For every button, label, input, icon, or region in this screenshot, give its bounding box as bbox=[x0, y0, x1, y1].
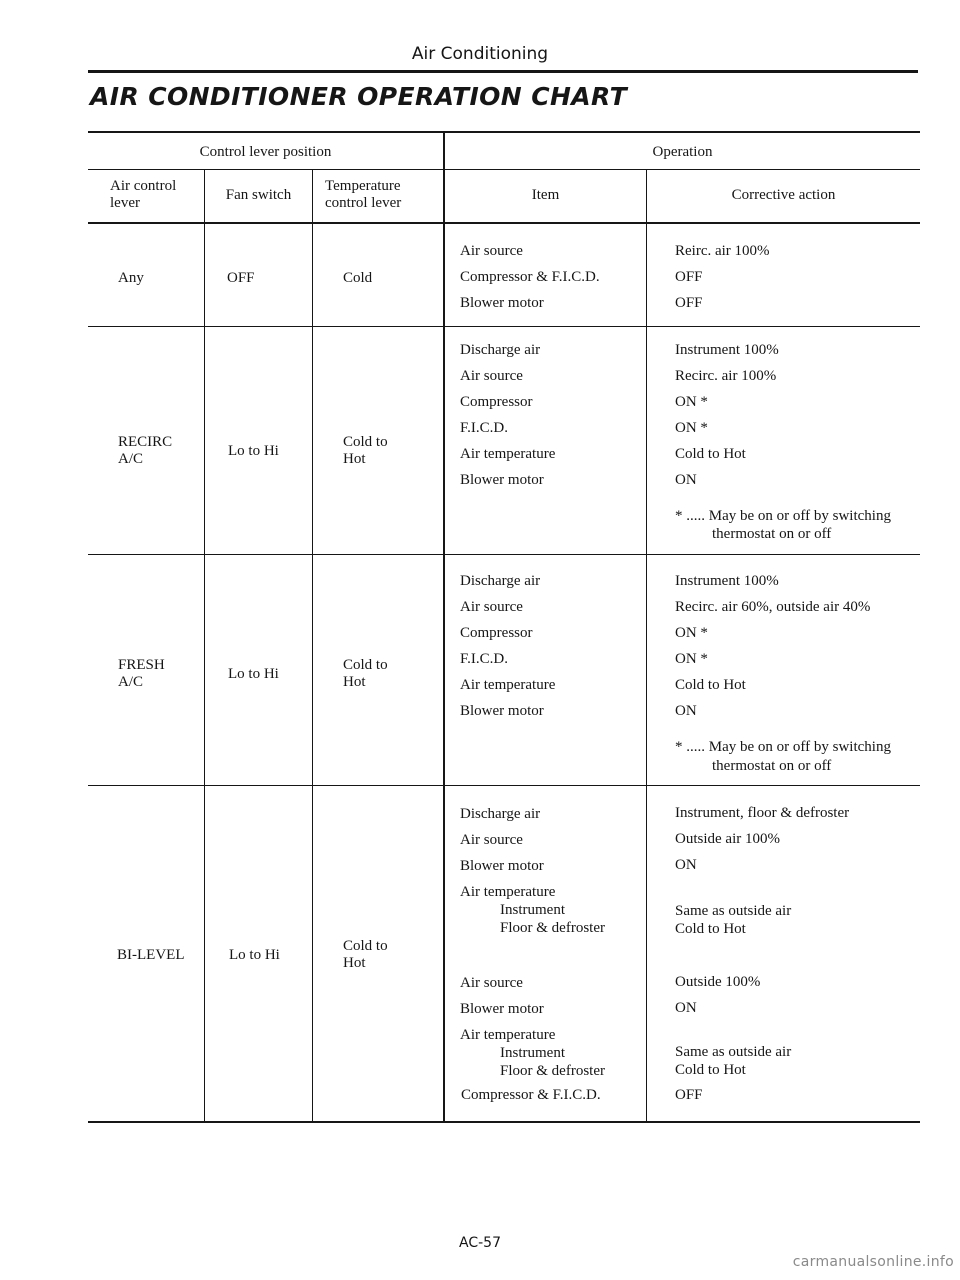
list-item: Blower motor bbox=[460, 703, 544, 719]
list-item: Outside air 100% bbox=[675, 831, 780, 847]
list-item: F.I.C.D. bbox=[460, 651, 508, 667]
column-divider bbox=[204, 170, 205, 1121]
group-header-operation: Operation bbox=[652, 144, 713, 160]
list-item: Instrument 100% bbox=[675, 573, 779, 589]
list-item: Cold to Hot bbox=[675, 677, 746, 693]
list-item: Blower motor bbox=[460, 1001, 544, 1017]
list-item: Air source bbox=[460, 368, 523, 384]
cell-air-control: RECIRC A/C bbox=[118, 434, 173, 467]
row-divider bbox=[88, 785, 920, 786]
page-number: AC-57 bbox=[459, 1235, 501, 1251]
list-item: F.I.C.D. bbox=[460, 420, 508, 436]
list-item: Floor & defroster bbox=[500, 920, 605, 936]
cell-item-list bbox=[460, 573, 555, 729]
table-bottom-rule bbox=[88, 1121, 920, 1123]
list-item: Air temperature bbox=[460, 677, 556, 693]
cell-action-list bbox=[675, 974, 760, 1026]
cell-fan-switch: OFF bbox=[227, 270, 255, 286]
cell-fan-switch: Lo to Hi bbox=[228, 666, 279, 682]
list-item: Air temperature bbox=[460, 884, 556, 900]
list-item: Compressor & F.I.C.D. bbox=[461, 1087, 601, 1103]
list-item: ON bbox=[675, 1000, 697, 1016]
cell-temperature: Cold bbox=[343, 270, 373, 286]
list-item: Air source bbox=[460, 832, 523, 848]
page-heading: AIR CONDITIONER OPERATION CHART bbox=[90, 82, 628, 111]
list-item: Instrument bbox=[500, 1045, 565, 1061]
list-item: Cold to Hot bbox=[675, 446, 746, 462]
list-item: Outside 100% bbox=[675, 974, 761, 990]
cell-item-list bbox=[460, 243, 600, 321]
column-header-item: Item bbox=[531, 187, 560, 203]
list-item: OFF bbox=[675, 295, 703, 311]
list-item: Cold to Hot bbox=[675, 1062, 746, 1078]
column-divider bbox=[443, 133, 445, 1121]
list-item: ON bbox=[675, 472, 697, 488]
cell-action-list bbox=[675, 1044, 791, 1080]
list-item: Air source bbox=[460, 243, 523, 259]
list-item: Instrument 100% bbox=[675, 342, 779, 358]
row-divider bbox=[88, 554, 920, 555]
cell-action-list bbox=[675, 805, 849, 883]
list-item: Same as outside air bbox=[675, 1044, 792, 1060]
row-divider bbox=[88, 326, 920, 327]
column-divider bbox=[646, 170, 647, 1121]
column-header-temperature-control-lever: Temperature control lever bbox=[325, 178, 402, 211]
list-item: Floor & defroster bbox=[500, 1063, 605, 1079]
list-item: Blower motor bbox=[460, 295, 544, 311]
footnote-continued: thermostat on or off bbox=[712, 526, 832, 542]
list-item: Instrument bbox=[500, 902, 565, 918]
list-item: ON * bbox=[675, 420, 708, 436]
list-item: ON * bbox=[675, 651, 708, 667]
list-item: Discharge air bbox=[460, 806, 541, 822]
list-item: Compressor & F.I.C.D. bbox=[460, 269, 600, 285]
list-item: ON * bbox=[675, 394, 708, 410]
cell-air-control: FRESH A/C bbox=[118, 657, 165, 690]
cell-air-control: Any bbox=[118, 270, 144, 286]
cell-fan-switch: Lo to Hi bbox=[229, 947, 280, 963]
footnote: * ..... May be on or off by switching bbox=[675, 508, 891, 524]
list-item: Air source bbox=[460, 975, 523, 991]
list-item: Discharge air bbox=[460, 573, 541, 589]
list-item: OFF bbox=[675, 1087, 703, 1103]
list-item: Same as outside air bbox=[675, 903, 792, 919]
list-item: ON * bbox=[675, 625, 708, 641]
list-item: Instrument, floor & defroster bbox=[675, 805, 850, 821]
section-title: Air Conditioning bbox=[411, 44, 549, 64]
cell-action-list bbox=[675, 243, 770, 321]
cell-temperature: Cold to Hot bbox=[343, 938, 388, 971]
list-item: Discharge air bbox=[460, 342, 541, 358]
cell-temperature: Cold to Hot bbox=[343, 434, 388, 467]
cell-action-list bbox=[675, 342, 779, 498]
cell-action-list bbox=[675, 573, 870, 729]
column-header-air-control-lever: Air control lever bbox=[110, 178, 177, 211]
cell-fan-switch: Lo to Hi bbox=[228, 443, 279, 459]
list-item: Air temperature bbox=[460, 446, 556, 462]
list-item: ON bbox=[675, 857, 697, 873]
list-item: Air source bbox=[460, 599, 523, 615]
footnote: * ..... May be on or off by switching bbox=[675, 739, 891, 755]
list-item: Air temperature bbox=[460, 1027, 556, 1043]
footnote-continued: thermostat on or off bbox=[712, 758, 832, 774]
cell-item-list bbox=[460, 342, 555, 498]
list-item: OFF bbox=[675, 269, 703, 285]
group-header-control: Control lever position bbox=[199, 144, 332, 160]
cell-item-list bbox=[460, 975, 605, 1081]
list-item: Blower motor bbox=[460, 858, 544, 874]
list-item: Cold to Hot bbox=[675, 921, 746, 937]
list-item: Recirc. air 100% bbox=[675, 368, 777, 384]
cell-temperature: Cold to Hot bbox=[343, 657, 388, 690]
header-rule bbox=[88, 70, 918, 73]
list-item: Compressor bbox=[460, 625, 533, 641]
list-item: Blower motor bbox=[460, 472, 544, 488]
watermark: carmanualsonline.info bbox=[792, 1254, 954, 1270]
column-header-fan-switch: Fan switch bbox=[225, 187, 292, 203]
cell-action-list bbox=[675, 903, 791, 939]
list-item: Recirc. air 60%, outside air 40% bbox=[675, 599, 871, 615]
list-item: Compressor bbox=[460, 394, 533, 410]
column-divider bbox=[312, 170, 313, 1121]
table-top-rule bbox=[88, 131, 920, 133]
column-header-rule bbox=[88, 222, 920, 224]
list-item: ON bbox=[675, 703, 697, 719]
column-header-corrective-action: Corrective action bbox=[731, 187, 836, 203]
cell-item-list bbox=[460, 806, 605, 938]
group-header-rule bbox=[88, 169, 920, 170]
list-item: Reirc. air 100% bbox=[675, 243, 770, 259]
cell-air-control: BI-LEVEL bbox=[117, 947, 185, 963]
